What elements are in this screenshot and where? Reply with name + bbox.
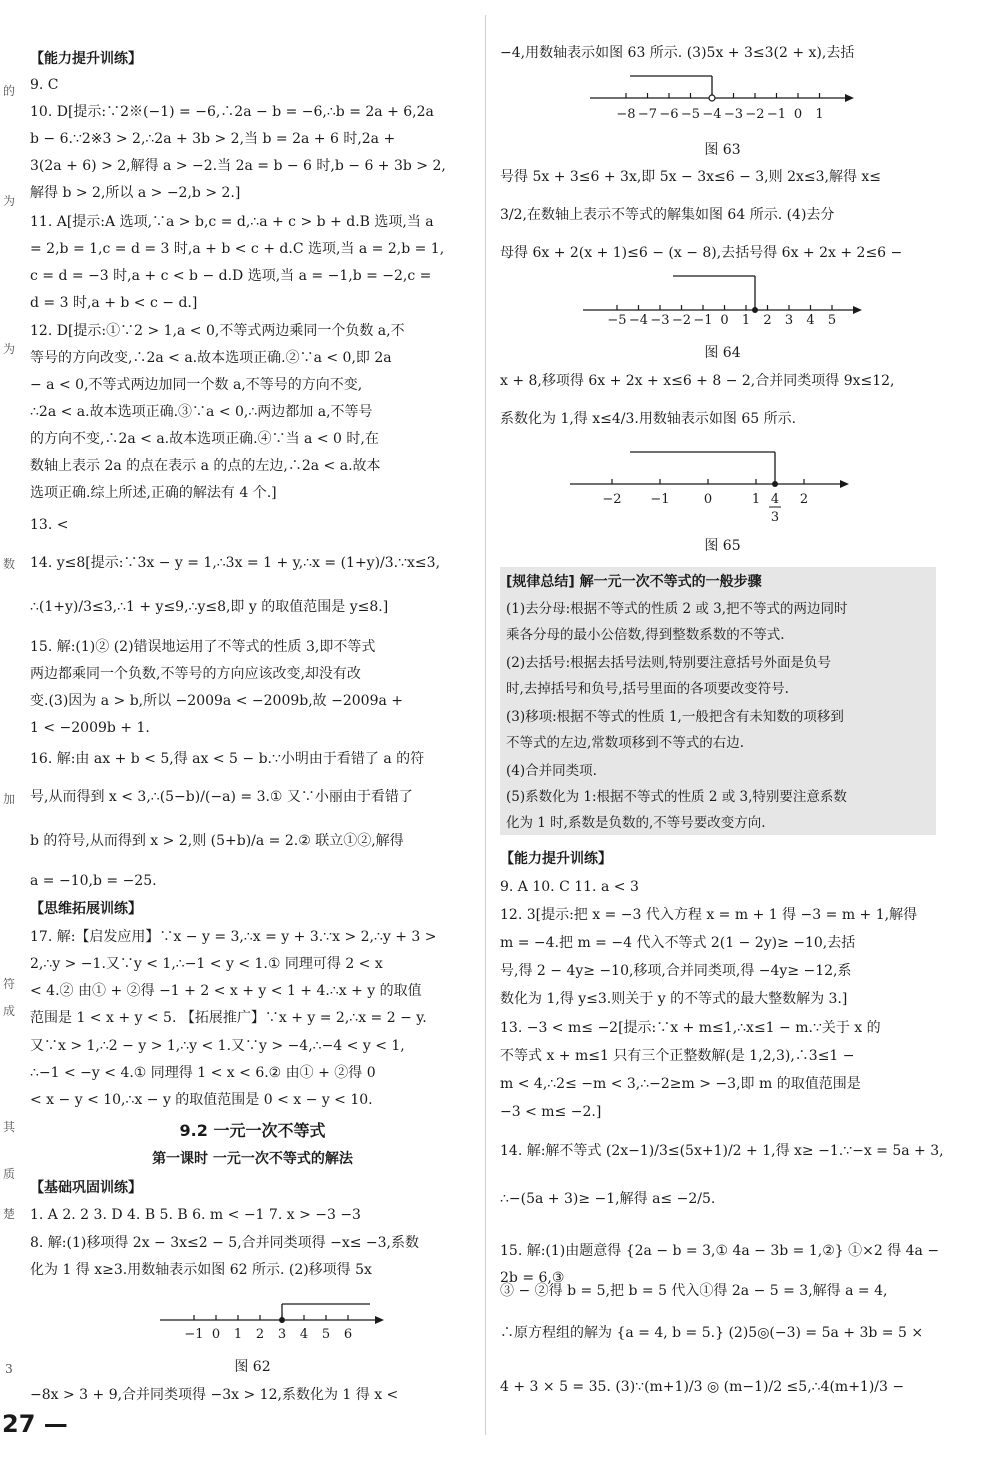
- answer-line: 9. C: [30, 77, 59, 93]
- tick-label: −4: [702, 107, 722, 122]
- tick-label: −2: [602, 492, 622, 507]
- answer-line: 系数化为 1,得 x≤4/3.用数轴表示如图 65 所示.: [500, 411, 797, 427]
- gutter-char: 数: [2, 557, 15, 571]
- answer-line: 4 + 3 × 5 = 35. (3)∵(m+1)/3 ◎ (m−1)/2 ≤5,∴4(m+1)/3 −: [500, 1379, 905, 1395]
- tick-label: −2: [745, 107, 765, 122]
- answer-line: < x − y < 10,∴x − y 的取值范围是 0 < x − y < 10.: [30, 1092, 373, 1108]
- figure-caption: 图 65: [704, 538, 741, 554]
- answer-line: 14. 解:解不等式 (2x−1)/3≤(5x+1)/2 + 1,得 x≥ −1.∵−x = 5a + 3,: [500, 1143, 944, 1159]
- tick-label: 0: [720, 313, 729, 328]
- answer-line: 母得 6x + 2(x + 1)≤6 − (x − 8),去括号得 6x + 2x + 2≤6 −: [500, 245, 903, 261]
- answer-line: 9. A 10. C 11. a < 3: [500, 879, 639, 895]
- answer-line: < 4.② 由① + ②得 −1 + 2 < x + y < 1 + 4.∴x + y 的取值: [30, 983, 422, 999]
- answer-line: ∴(1+y)/3≤3,∴1 + y≤9,∴y≤8,即 y 的取值范围是 y≤8.]: [30, 599, 389, 615]
- answer-line: 1 < −2009b + 1.: [30, 720, 150, 736]
- answer-line: b − 6.∵2※3 > 2,∴2a + 3b > 2,当 b = 2a + 6 时,2a +: [30, 131, 396, 147]
- answer-line: 等号的方向改变,∴2a < a.故本选项正确.②∵a < 0,即 2a: [30, 350, 392, 366]
- tick-label: −1: [650, 492, 670, 507]
- answer-line: 10. D[提示:∵2※(−1) = −6,∴2a − b = −6,∴b = 2a + 6,2a: [30, 104, 434, 120]
- summary-line: (1)去分母:根据不等式的性质 2 或 3,把不等式的两边同时: [506, 601, 848, 617]
- summary-line: 乘各分母的最小公倍数,得到整数系数的不等式.: [506, 627, 785, 643]
- answer-line: 13. <: [30, 517, 69, 533]
- tick-label: 2: [799, 492, 809, 507]
- boundary-denominator: 3: [770, 510, 780, 525]
- tick-label: 5: [827, 313, 837, 328]
- gutter-char: 为: [2, 342, 15, 356]
- answer-line: 12. D[提示:①∵2 > 1,a < 0,不等式两边乘同一个负数 a,不: [30, 323, 405, 339]
- tick-label: 1: [815, 107, 824, 122]
- answer-line: 16. 解:由 ax + b < 5,得 ax < 5 − b.∵小明由于看错了 a 的符: [30, 751, 425, 767]
- tick-label: 0: [211, 1327, 221, 1342]
- gutter-char: 其: [2, 1120, 15, 1134]
- tick-label: 4: [299, 1327, 309, 1342]
- gutter-char: 成: [2, 1004, 15, 1018]
- answer-line: 两边都乘同一个负数,不等号的方向应该改变,却没有改: [30, 666, 361, 682]
- answer-line: 又∵x > 1,∴2 − y > 1,∴y < 1.又∵y > −4,∴−4 < y < 1,: [30, 1038, 405, 1054]
- answer-line: = 2,b = 1,c = d = 3 时,a + b < c + d.C 选项,当 a = 2,b = 1,: [30, 241, 445, 257]
- answer-line: 3(2a + 6) > 2,解得 a > −2.当 2a = b − 6 时,b − 6 + 3b > 2,: [30, 158, 446, 174]
- answer-line: 15. 解:(1)由题意得 {2a − b = 3,① 4a − 3b = 1,②} ①×2 得 4a − 2b = 6,③: [500, 1243, 940, 1286]
- answer-line: d = 3 时,a + b < c − d.]: [30, 295, 198, 311]
- tick-label: 1: [741, 313, 751, 328]
- tick-label: 2: [255, 1327, 265, 1342]
- tick-label: −1: [693, 313, 713, 328]
- number-line-fig65: [570, 448, 855, 528]
- answer-line: m < 4,∴2≤ −m < 3,∴−2≥m > −3,即 m 的取值范围是: [500, 1076, 861, 1092]
- tick-label: −3: [723, 107, 744, 122]
- answer-line: 号,从而得到 x < 3,∴(5−b)/(−a) = 3.① 又∵小丽由于看错了: [30, 789, 413, 805]
- tick-label: −1: [766, 107, 787, 122]
- answer-line: −8x > 3 + 9,合并同类项得 −3x > 12,系数化为 1 得 x <: [30, 1387, 399, 1403]
- tick-label: 1: [233, 1327, 243, 1342]
- figure-caption: 图 62: [234, 1359, 271, 1375]
- tick-label: −5: [607, 313, 627, 328]
- summary-line: 时,去掉括号和负号,括号里面的各项要改变符号.: [506, 681, 789, 697]
- answer-line: 11. A[提示:A 选项,∵a > b,c = d,∴a + c > b + d.B 选项,当 a: [30, 214, 434, 230]
- answer-line: 17. 解:【启发应用】∵x − y = 3,∴x = y + 3.∵x > 2,∴y + 3 >: [30, 929, 437, 945]
- section-heading: 【基础巩固训练】: [30, 1180, 142, 1196]
- answer-line: 化为 1 得 x≥3.用数轴表示如图 62 所示. (2)移项得 5x: [30, 1262, 372, 1278]
- answer-line: 3/2,在数轴上表示不等式的解集如图 64 所示. (4)去分: [500, 207, 835, 223]
- answer-line: b 的符号,从而得到 x > 2,则 (5+b)/a = 2.② 联立①②,解得: [30, 833, 404, 849]
- tick-label: −3: [650, 313, 670, 328]
- summary-line: (5)系数化为 1:根据不等式的性质 2 或 3,特别要注意系数: [506, 789, 847, 805]
- figure-caption: 图 64: [704, 345, 741, 361]
- answer-line: 数轴上表示 2a 的点在表示 a 的点的左边,∴2a < a.故本: [30, 458, 381, 474]
- summary-line: (3)移项:根据不等式的性质 1,一般把含有未知数的项移到: [506, 709, 844, 725]
- answer-line: c = d = −3 时,a + c < b − d.D 选项,当 a = −1,b = −2,c =: [30, 268, 432, 284]
- number-line-fig63: [590, 72, 860, 127]
- gutter-char: 加: [2, 792, 15, 806]
- tick-label: 3: [277, 1327, 287, 1342]
- tick-label: −5: [680, 107, 701, 122]
- gutter-char: 符: [2, 977, 15, 991]
- answer-line: x + 8,移项得 6x + 2x + x≤6 + 8 − 2,合并同类项得 9x≤12,: [500, 373, 895, 389]
- lesson-title: 9.2 一元一次不等式: [179, 1121, 326, 1140]
- answer-line: ∴2a < a.故本选项正确.③∵a < 0,∴两边都加 a,不等号: [30, 404, 373, 420]
- tick-label: 0: [793, 107, 803, 122]
- column-divider: [485, 15, 486, 1435]
- answer-line: 范围是 1 < x + y < 5. 【拓展推广】∵x + y = 2,∴x = 2 − y.: [30, 1010, 427, 1026]
- answer-line: m = −4.把 m = −4 代入不等式 2(1 − 2y)≥ −10,去括: [500, 935, 856, 951]
- answer-line: ∴原方程组的解为 {a = 4, b = 5.} (2)5◎(−3) = 5a + 3b = 5 ×: [500, 1325, 924, 1341]
- answer-line: 变.(3)因为 a > b,所以 −2009a < −2009b,故 −2009a +: [30, 693, 404, 709]
- answer-line: 选项正确.综上所述,正确的解法有 4 个.]: [30, 485, 277, 501]
- tick-label: −8: [616, 107, 636, 122]
- answer-line: 1. A 2. 2 3. D 4. B 5. B 6. m < −1 7. x > −3 −3: [30, 1207, 361, 1223]
- answer-line: 解得 b > 2,所以 a > −2,b > 2.]: [30, 185, 241, 201]
- answer-line: 15. 解:(1)② (2)错误地运用了不等式的性质 3,即不等式: [30, 639, 376, 655]
- section-heading: 【能力提升训练】: [500, 851, 612, 867]
- answer-line: 12. 3[提示:把 x = −3 代入方程 x = m + 1 得 −3 = m + 1,解得: [500, 907, 918, 923]
- answer-line: 不等式 x + m≤1 只有三个正整数解(是 1,2,3),∴3≤1 −: [500, 1048, 855, 1064]
- tick-label: 4: [806, 313, 815, 328]
- boundary-numerator: 4: [770, 492, 780, 507]
- tick-label: −4: [628, 313, 649, 328]
- figure-caption: 图 63: [704, 142, 741, 158]
- tick-label: 6: [343, 1327, 353, 1342]
- tick-label: −7: [637, 107, 658, 122]
- summary-title: [规律总结] 解一元一次不等式的一般步骤: [506, 574, 762, 590]
- tick-label: 0: [703, 492, 713, 507]
- tick-label: 2: [763, 313, 772, 328]
- answer-line: 2,∴y > −1.又∵y < 1,∴−1 < y < 1.① 同理可得 2 < x: [30, 956, 383, 972]
- answer-line: −4,用数轴表示如图 63 所示. (3)5x + 3≤3(2 + x),去括: [500, 45, 855, 61]
- tick-label: 3: [784, 313, 794, 328]
- number-line-fig62: [160, 1302, 390, 1350]
- lesson-subtitle: 第一课时 一元一次不等式的解法: [152, 1151, 353, 1167]
- answer-line: 14. y≤8[提示:∵3x − y = 1,∴3x = 1 + y,∴x = (1+y)/3.∵x≤3,: [30, 555, 441, 571]
- answer-line: 8. 解:(1)移项得 2x − 3x≤2 − 5,合并同类项得 −x≤ −3,系数: [30, 1235, 420, 1251]
- answer-line: ③ − ②得 b = 5,把 b = 5 代入①得 2a − 5 = 3,解得 a = 4,: [500, 1283, 888, 1299]
- section-heading: 【思维拓展训练】: [30, 901, 142, 917]
- tick-label: −6: [659, 107, 679, 122]
- summary-line: 不等式的左边,常数项移到不等式的右边.: [506, 735, 745, 751]
- tick-label: −1: [184, 1327, 204, 1342]
- number-line-fig64: [583, 272, 868, 338]
- gutter-char: 3: [5, 1362, 13, 1376]
- answer-line: ∴−1 < −y < 4.① 同理得 1 < x < 6.② 由① + ②得 0: [30, 1065, 376, 1081]
- gutter-char: 质: [2, 1167, 15, 1181]
- answer-line: 数化为 1,得 y≤3.则关于 y 的不等式的最大整数解为 3.]: [500, 991, 848, 1007]
- page-number: 27 —: [2, 1410, 68, 1438]
- summary-line: 化为 1 时,系数是负数的,不等号要改变方向.: [506, 815, 766, 831]
- tick-label: 5: [321, 1327, 331, 1342]
- answer-line: −3 < m≤ −2.]: [500, 1104, 602, 1120]
- gutter-char: 的: [2, 84, 15, 98]
- section-heading: 【能力提升训练】: [30, 51, 142, 67]
- answer-line: 号,得 2 − 4y≥ −10,移项,合并同类项,得 −4y≥ −12,系: [500, 963, 852, 979]
- answer-line: ∴−(5a + 3)≥ −1,解得 a≤ −2/5.: [500, 1191, 716, 1207]
- answer-line: 的方向不变,∴2a < a.故本选项正确.④∵当 a < 0 时,在: [30, 431, 379, 447]
- answer-line: − a < 0,不等式两边加同一个数 a,不等号的方向不变,: [30, 377, 363, 393]
- tick-label: 1: [751, 492, 761, 507]
- answer-line: a = −10,b = −25.: [30, 873, 157, 889]
- answer-line: 号得 5x + 3≤6 + 3x,即 5x − 3x≤6 − 3,则 2x≤3,解得 x≤: [500, 169, 882, 185]
- gutter-char: 楚: [2, 1207, 15, 1221]
- summary-box: [500, 567, 936, 835]
- tick-label: −2: [671, 313, 692, 328]
- summary-line: (2)去括号:根据去括号法则,特别要注意括号外面是负号: [506, 655, 831, 671]
- answer-line: 13. −3 < m≤ −2[提示:∵x + m≤1,∴x≤1 − m.∵关于 x 的: [500, 1020, 881, 1036]
- summary-line: (4)合并同类项.: [506, 763, 597, 779]
- gutter-char: 为: [2, 194, 15, 208]
